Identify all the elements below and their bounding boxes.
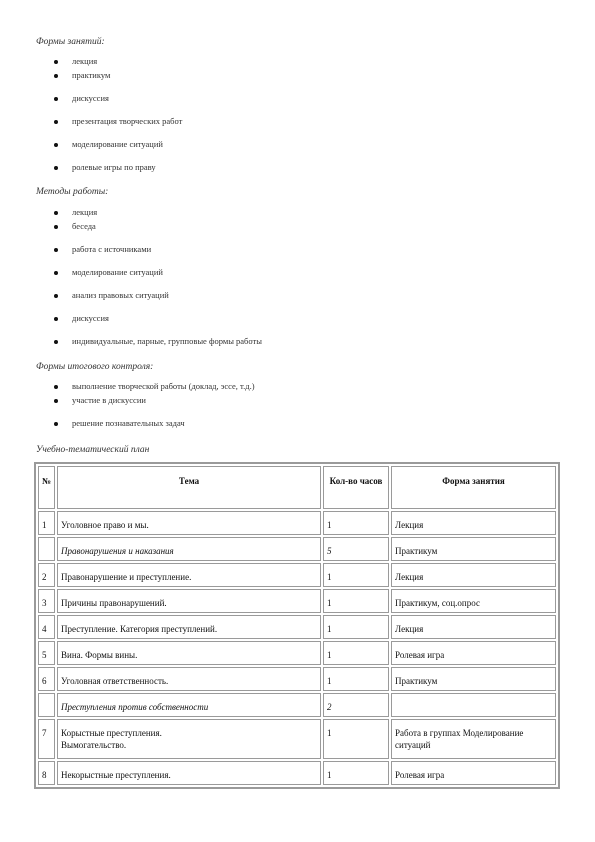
- methods-heading: Методы работы:: [36, 187, 109, 197]
- cell-topic: Правонарушение и преступление.: [57, 563, 321, 587]
- plan-heading: Учебно-тематический план: [36, 445, 150, 455]
- methods-item: индивидуальные, парные, групповые формы работы: [72, 336, 262, 346]
- bullet: [54, 143, 58, 147]
- cell-num: [38, 537, 55, 561]
- bullet: [54, 340, 58, 344]
- header-form: Форма занятия: [391, 466, 556, 509]
- cell-form: Лекция: [391, 511, 556, 535]
- cell-form: Работа в группах Моделирование ситуаций: [391, 719, 556, 759]
- bullet: [54, 385, 58, 389]
- cell-hours: 1: [323, 589, 389, 613]
- methods-item: лекция: [72, 207, 98, 217]
- plan-table: [34, 462, 560, 789]
- table-row: [38, 537, 556, 561]
- bullet: [54, 317, 58, 321]
- bullet: [54, 166, 58, 170]
- cell-form: Ролевая игра: [391, 641, 556, 665]
- cell-num: 7: [38, 719, 55, 759]
- header-hours: Кол-во часов: [323, 466, 389, 509]
- cell-hours: 1: [323, 511, 389, 535]
- bullet: [54, 422, 58, 426]
- cell-topic: Вина. Формы вины.: [57, 641, 321, 665]
- control-heading: Формы итогового контроля:: [36, 362, 154, 372]
- table-row: [38, 615, 556, 639]
- cell-hours: 2: [323, 693, 389, 717]
- methods-item: беседа: [72, 221, 96, 231]
- cell-hours: 1: [323, 641, 389, 665]
- forms-item: дискуссия: [72, 93, 109, 103]
- cell-num: 3: [38, 589, 55, 613]
- bullet: [54, 399, 58, 403]
- forms-heading: Формы занятий:: [36, 37, 105, 47]
- cell-topic-section: Преступления против собственности: [57, 693, 321, 717]
- table-row: [38, 511, 556, 535]
- bullet: [54, 74, 58, 78]
- cell-form: Лекция: [391, 563, 556, 587]
- cell-topic: Некорыстные преступления.: [57, 761, 321, 785]
- bullet: [54, 211, 58, 215]
- cell-topic: Корыстные преступления. Вымогательство.: [57, 719, 321, 759]
- cell-form: Практикум, соц.опрос: [391, 589, 556, 613]
- cell-hours: 1: [323, 563, 389, 587]
- cell-num: 2: [38, 563, 55, 587]
- cell-num: 6: [38, 667, 55, 691]
- cell-hours: 1: [323, 615, 389, 639]
- cell-num: 8: [38, 761, 55, 785]
- table-header-row: [38, 466, 556, 509]
- cell-topic: Причины правонарушений.: [57, 589, 321, 613]
- bullet: [54, 97, 58, 101]
- bullet: [54, 225, 58, 229]
- cell-form: Практикум: [391, 667, 556, 691]
- methods-item: анализ правовых ситуаций: [72, 290, 169, 300]
- bullet: [54, 120, 58, 124]
- methods-item: работа с источниками: [72, 244, 152, 254]
- bullet: [54, 294, 58, 298]
- cell-form: Ролевая игра: [391, 761, 556, 785]
- forms-item: презентация творческих работ: [72, 116, 183, 126]
- cell-hours: 1: [323, 667, 389, 691]
- bullet: [54, 271, 58, 275]
- table-row: [38, 667, 556, 691]
- table-row: [38, 719, 556, 759]
- cell-hours: 1: [323, 761, 389, 785]
- header-topic: Тема: [57, 466, 321, 509]
- bullet: [54, 60, 58, 64]
- table-row: [38, 641, 556, 665]
- cell-hours: 5: [323, 537, 389, 561]
- cell-topic-section: Правонарушения и наказания: [57, 537, 321, 561]
- cell-hours: 1: [323, 719, 389, 759]
- table-row: [38, 589, 556, 613]
- forms-item: лекция: [72, 56, 98, 66]
- table-row: [38, 563, 556, 587]
- header-num: №: [38, 466, 55, 509]
- cell-form: [391, 693, 556, 717]
- cell-num: 4: [38, 615, 55, 639]
- cell-num: 5: [38, 641, 55, 665]
- cell-topic: Преступление. Категория преступлений.: [57, 615, 321, 639]
- control-item: участие в дискуссии: [72, 395, 146, 405]
- control-item: выполнение творческой работы (доклад, эссе, т.д.): [72, 381, 255, 391]
- cell-topic: Уголовное право и мы.: [57, 511, 321, 535]
- control-item: решение познавательных задач: [72, 418, 185, 428]
- forms-item: практикум: [72, 70, 111, 80]
- table-row: [38, 761, 556, 785]
- methods-item: дискуссия: [72, 313, 109, 323]
- forms-item: ролевые игры по праву: [72, 162, 156, 172]
- bullet: [54, 248, 58, 252]
- cell-form: Практикум: [391, 537, 556, 561]
- cell-num: 1: [38, 511, 55, 535]
- cell-num: [38, 693, 55, 717]
- forms-item: моделирование ситуаций: [72, 139, 163, 149]
- table-row: [38, 693, 556, 717]
- methods-item: моделирование ситуаций: [72, 267, 163, 277]
- cell-topic: Уголовная ответственность.: [57, 667, 321, 691]
- cell-form: Лекция: [391, 615, 556, 639]
